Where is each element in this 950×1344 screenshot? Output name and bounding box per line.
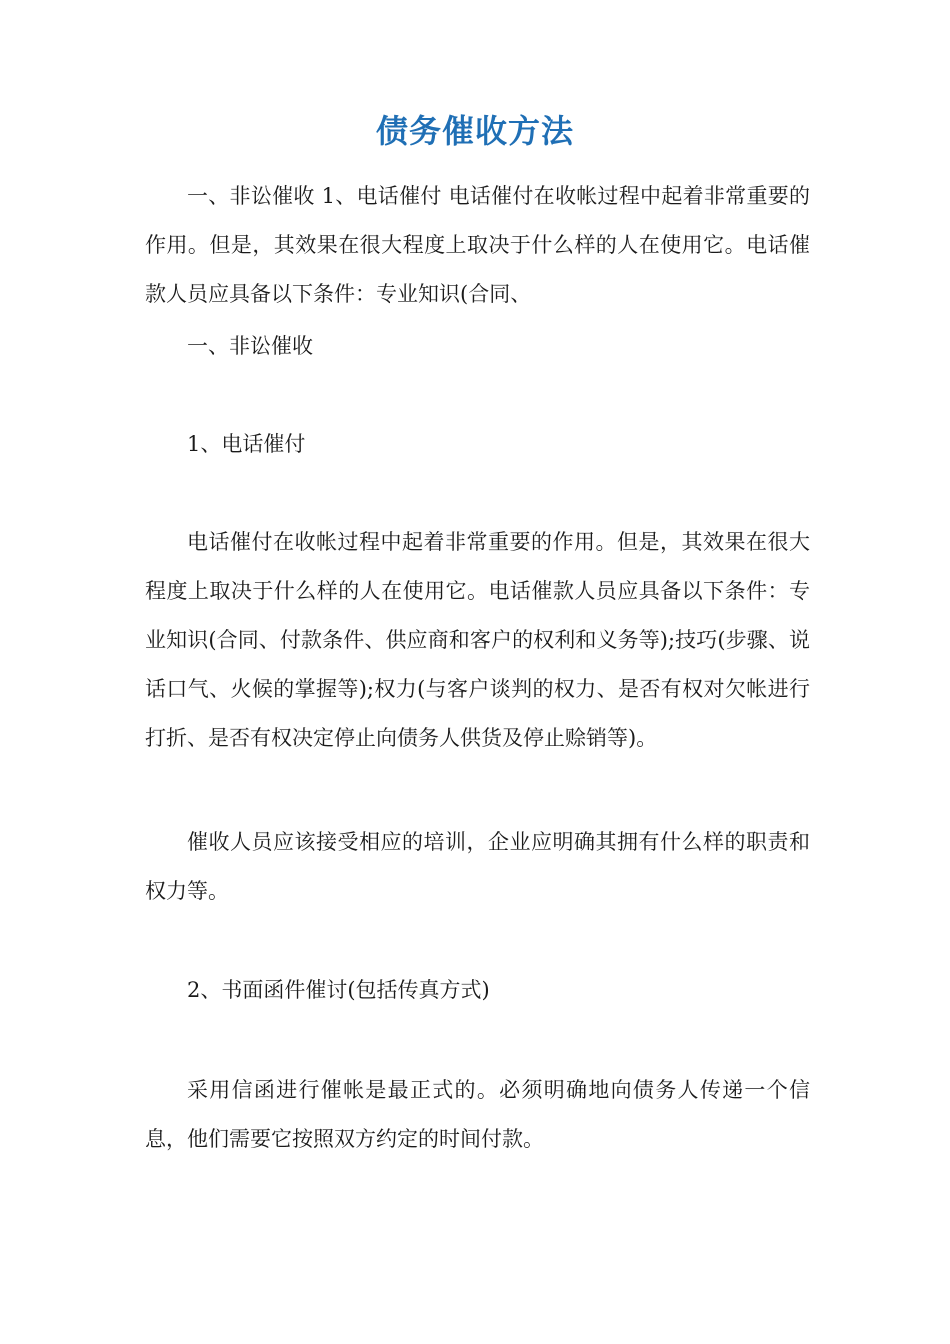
section-heading-non-litigation: 一、非讼催收 (187, 334, 313, 358)
paragraph-summary: 一、非讼催收 1、电话催付 电话催付在收帐过程中起着非常重要的作用。但是，其效果在很大程度上取决于什么样的人在使用它。电话催款人员应具备以下条件：专业知识(合同、 (145, 184, 810, 306)
document-title: 债务催收方法 (375, 112, 574, 151)
paragraph-training: 催收人员应该接受相应的培训，企业应明确其拥有什么样的职责和权力等。 (145, 830, 810, 903)
subsection-heading-phone: 1、电话催付 (187, 432, 306, 456)
paragraph-phone-collection: 电话催付在收帐过程中起着非常重要的作用。但是，其效果在很大程度上取决于什么样的人在使用它。电话催款人员应具备以下条件：专业知识(合同、付款条件、供应商和客户的权利和义务等);技巧(步骤、说话口气、火候的掌握等);权力(与客户谈判的权力、是否有权对欠帐进行打折、是否有权决定停止向债务人供货及停止赊销等)。 (145, 530, 810, 750)
subsection-heading-letter: 2、书面函件催讨(包括传真方式) (187, 978, 490, 1002)
paragraph-letter-collection: 采用信函进行催帐是最正式的。必须明确地向债务人传递一个信息，他们需要它按照双方约定的时间付款。 (145, 1078, 810, 1151)
